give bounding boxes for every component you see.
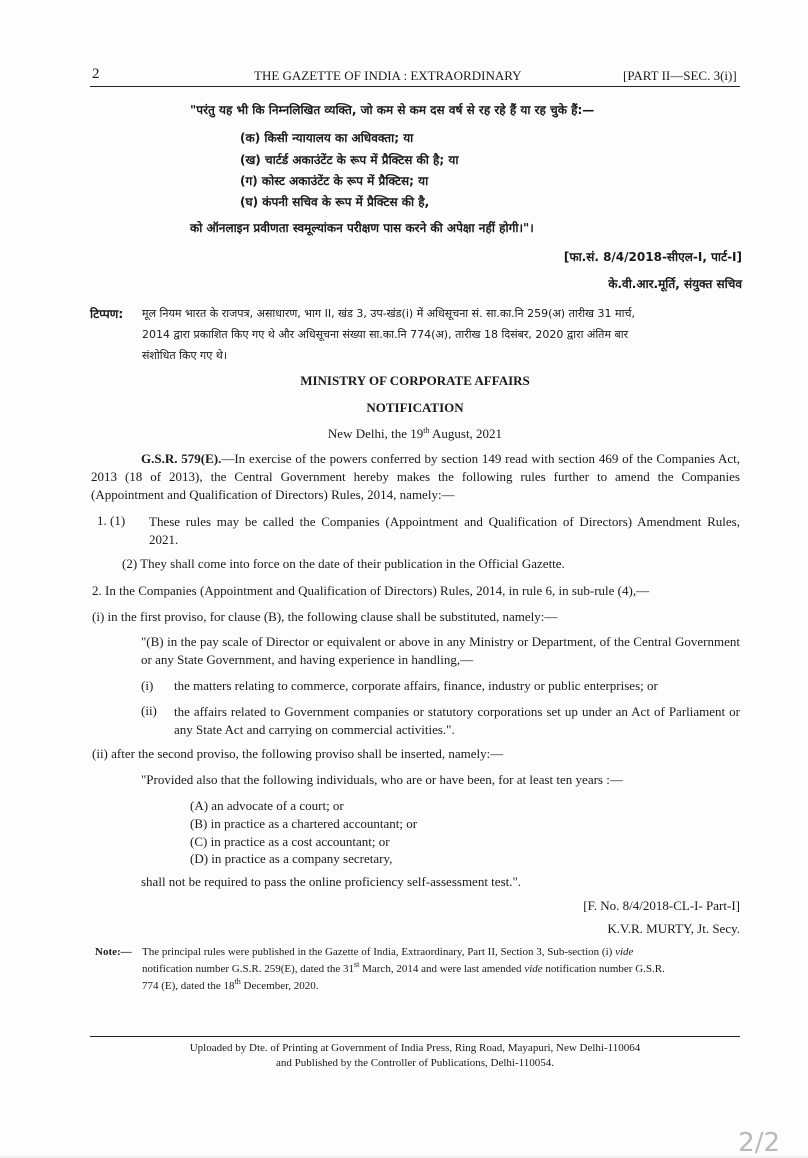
rule-1-number: 1. (1) bbox=[97, 513, 126, 528]
hindi-item-c: (ग) कोस्ट अकाउंटेंट के रूप में प्रैक्टिस; या bbox=[240, 174, 429, 188]
gsr-paragraph bbox=[91, 450, 740, 504]
hindi-note-line-1: मूल नियम भारत के राजपत्र, असाधारण, भाग II, खंड 3, उप-खंड(i) में अधिसूचना सं. सा.का.नि 259(अ) तारीख 31 मार्च, bbox=[142, 307, 635, 320]
footer-rule bbox=[90, 1036, 740, 1037]
sub-ii-text: the affairs related to Government companies or statutory corporations set up under an Act of Parliament or any State Act and carrying on commercial activities.". bbox=[174, 704, 740, 737]
rule-1-2: (2) They shall come into force on the date of their publication in the Official Gazette. bbox=[122, 556, 565, 571]
english-signatory: K.V.R. MURTY, Jt. Secy. bbox=[607, 921, 740, 936]
rule-1-text: These rules may be called the Companies (Appointment and Qualification of Directors) Amendment Rules, 2021. bbox=[149, 514, 740, 547]
hindi-file-number: [फा.सं. 8/4/2018-सीएल-I, पार्ट-I] bbox=[563, 250, 742, 264]
footer-line-2: and Published by the Controller of Publications, Delhi-110054. bbox=[276, 1057, 554, 1069]
sub-i-text: the matters relating to commerce, corporate affairs, finance, industry or public enterprises; or bbox=[174, 678, 658, 693]
sub-i-number: (i) bbox=[141, 678, 154, 693]
english-item-c: (C) in practice as a cost accountant; or bbox=[190, 834, 390, 849]
english-note-line-3: 774 (E), dated the 18th December, 2020. bbox=[142, 977, 319, 992]
header-rule bbox=[90, 86, 740, 87]
english-item-d: (D) in practice as a company secretary, bbox=[190, 851, 393, 866]
hindi-closing: को ऑनलाइन प्रवीणता स्वमूल्यांकन परीक्षण पास करने की अपेक्षा नहीं होगी।"। bbox=[190, 221, 534, 235]
page-number: 2 bbox=[92, 66, 100, 82]
hindi-item-d: (घ) कंपनी सचिव के रूप में प्रैक्टिस की है, bbox=[240, 195, 430, 209]
clause-i: (i) in the first proviso, for clause (B), the following clause shall be substituted, namely:— bbox=[92, 609, 558, 624]
gsr-label: G.S.R. 579(E). bbox=[141, 451, 222, 466]
ministry-heading: MINISTRY OF CORPORATE AFFAIRS bbox=[300, 373, 530, 388]
hindi-item-b: (ख) चार्टर्ड अकाउंटेंट के रूप में प्रैक्टिस की है; या bbox=[240, 153, 459, 167]
hindi-note-line-2: 2014 द्वारा प्रकाशित किए गए थे और अधिसूचना संख्या सा.का.नि 774(अ), तारीख 18 दिसंबर, 2020 द्वारा अंतिम बार bbox=[142, 328, 629, 341]
hindi-item-a: (क) किसी न्यायालय का अधिवक्ता; या bbox=[240, 131, 414, 145]
footer-line-1: Uploaded by Dte. of Printing at Government of India Press, Ring Road, Mayapuri, New Delhi-110064 bbox=[189, 1042, 641, 1054]
english-item-a: (A) an advocate of a court; or bbox=[190, 798, 344, 813]
hindi-note-line-3: संशोधित किए गए थे। bbox=[142, 349, 227, 362]
english-note-line-2: notification number G.S.R. 259(E), dated the 31st March, 2014 and were last amended vide notification number G.S.R. bbox=[142, 960, 665, 975]
sub-ii-number: (ii) bbox=[141, 703, 157, 718]
hindi-signatory: के.वी.आर.मूर्ति, संयुक्त सचिव bbox=[608, 277, 742, 291]
gazette-part: [PART II—SEC. 3(i)] bbox=[623, 68, 737, 83]
clause-b: "(B) in the pay scale of Director or equivalent or above in any Ministry or Department, of the Central Government or any State Government, and having experience in handling,— bbox=[141, 634, 740, 667]
notification-heading: NOTIFICATION bbox=[366, 400, 464, 415]
english-note-label: Note:— bbox=[95, 946, 132, 958]
proviso-text: "Provided also that the following individuals, who are or have been, for at least ten years :— bbox=[141, 772, 623, 787]
page-indicator: 2/2 bbox=[738, 1128, 780, 1158]
gsr-body: —In exercise of the powers conferred by section 149 read with section 469 of the Companies Act, 2013 (18 of 2013), the Central Government hereby makes the following rules further to amend the Companies (Appointment and Qualification of Directors) Rules, 2014, namely:— bbox=[91, 451, 740, 502]
english-file-number: [F. No. 8/4/2018-CL-I- Part-I] bbox=[583, 898, 740, 913]
english-closing: shall not be required to pass the online proficiency self-assessment test.". bbox=[141, 874, 522, 889]
english-item-b: (B) in practice as a chartered accountant; or bbox=[190, 816, 418, 831]
rule-2: 2. In the Companies (Appointment and Qualification of Directors) Rules, 2014, in rule 6, in sub-rule (4),— bbox=[92, 583, 650, 598]
gazette-title: THE GAZETTE OF INDIA : EXTRAORDINARY bbox=[254, 68, 522, 83]
hindi-note-label: टिप्पण: bbox=[90, 307, 124, 321]
english-note-line-1: The principal rules were published in the Gazette of India, Extraordinary, Part II, Section 3, Sub-section (i) vide bbox=[142, 946, 634, 958]
clause-ii: (ii) after the second proviso, the following proviso shall be inserted, namely:— bbox=[92, 746, 504, 761]
notification-date: New Delhi, the 19th August, 2021 bbox=[327, 426, 503, 441]
hindi-intro: "परंतु यह भी कि निम्नलिखित व्यक्ति, जो कम से कम दस वर्ष से रह रहे हैं या रह चुके हैं:— bbox=[190, 103, 595, 117]
